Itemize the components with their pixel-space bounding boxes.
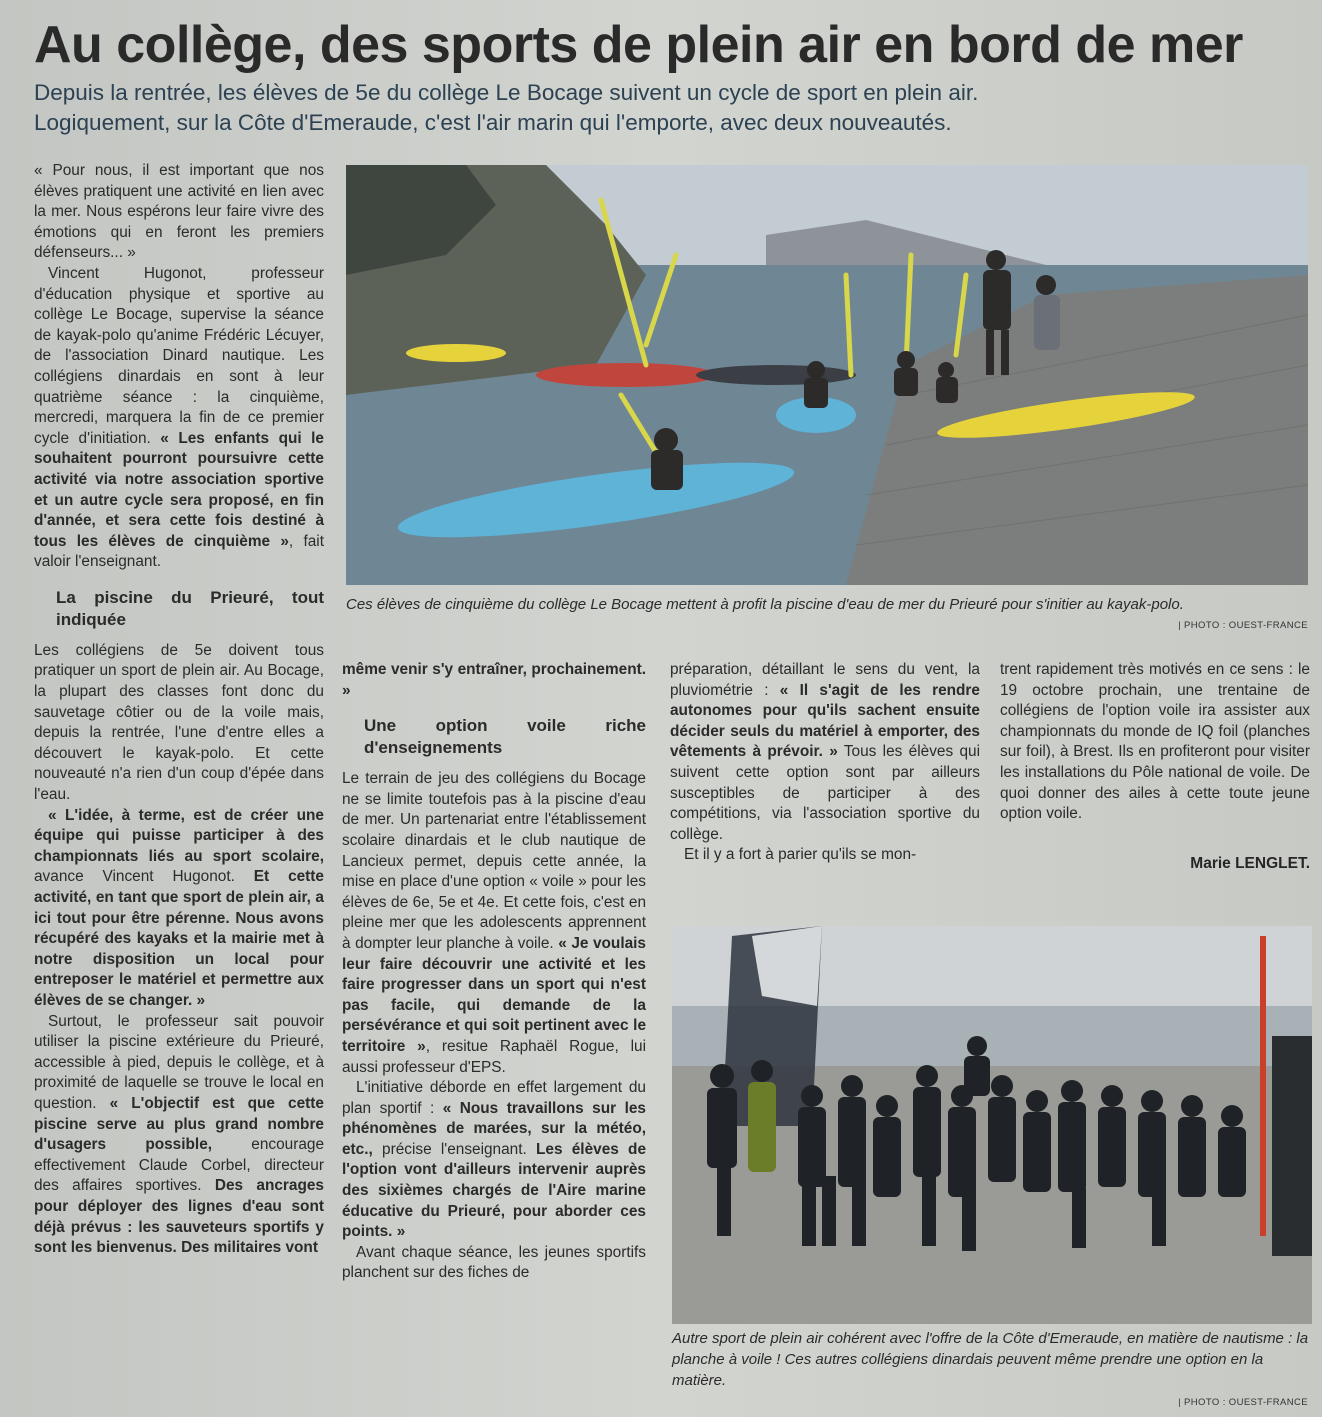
quote-run: « Je voulais leur faire découvrir une activité et les faire progresser dans un sport qui n'est pas facile, qui demande de la persévérance et qui soit pertinent avec le territoire » [342,934,646,1055]
paragraph-motives: trent rapidement très motivés en ce sens : le 19 octobre prochain, une trentaine de collégiens de l'option voile ira assister aux championnats du monde de IQ foil (planches sur foil), à Brest. Ils en profiteront pour visiter les installations du Pôle national de voile. De quoi donner des ailes à cette toute jeune option voile. [1000,661,1310,823]
article-column-4 [1000,660,1310,825]
standfirst-line-1: Depuis la rentrée, les élèves de 5e du collège Le Bocage suivent un cycle de sport en plein air. [34,80,979,105]
text-run: Surtout, le professeur sait pouvoir utiliser la piscine extérieure du Prieuré, accessible à pied, depuis le collège, et à proximité de laquelle se trouve le local en question. [34,1012,324,1112]
windsurf-photo-illustration [672,926,1312,1324]
quote-run: « Nous travaillons sur les phénomènes de marées, sur la météo, etc., [342,1099,646,1158]
text-run: Vincent Hugonot, professeur d'éducation physique et sportive au collège Le Bocage, supervise la séance de kayak-polo qu'anime Frédéric Lécuyer, de l'association Dinard nautique. Les collégiens dinardais en sont à leur quatrième séance : la cinquième, mercredi, marquera la fin de ce premier cycle d'initiation. [34,264,324,447]
quote-run: Les élèves de l'option vont d'ailleurs intervenir auprès des sixièmes chargés de l'Aire marine éducative du Prieuré, pour aborder ces points. » [342,1140,647,1241]
quote-run: même venir s'y entraîner, prochainement. » [342,661,646,699]
subheading-piscine: La piscine du Prieuré, tout indiquée [56,587,324,629]
paragraph-initiative [342,1078,646,1243]
paragraph-hugonot [34,264,324,573]
paragraph-terrain [342,769,646,1078]
article-column-3 [670,660,980,866]
quote-run: « L'idée, à terme, est de créer une équipe qui puisse participer à des championnats liés au sport scolaire, [34,806,324,865]
kayak-photo-illustration [346,165,1308,585]
text-run: avance Vincent Hugonot. [34,868,254,886]
photo-credit-2: | PHOTO : OUEST-FRANCE [1178,1397,1308,1408]
caption-photo-1: Ces élèves de cinquième du collège Le Bocage mettent à profit la piscine d'eau de mer du Prieuré pour s'initier au kayak-polo. [346,596,1184,613]
author-signature: Marie LENGLET. [1190,855,1310,872]
paragraph-quote-intro: « Pour nous, il est important que nos élèves pratiquent une activité en lien avec la mer. Nous espérons leur faire vivre des émotions qui en feront les premiers défenseurs... » [34,162,324,262]
article-column-2 [342,660,646,1284]
paragraph-preparation [670,660,980,845]
text-run: encourage effectivement Claude Corbel, directeur des affaires sportives. [34,1136,324,1195]
headline: Au collège, des sports de plein air en bord de mer [34,16,1243,74]
text-run: L'initiative déborde en effet largement du plan sportif : [342,1079,646,1117]
quote-run: Et cette activité, en tant que sport de plein air, a ici tout pour être pérenne. Nous avons récupéré des kayaks et la mairie met à notre disposition un local pour entreposer le matériel et permettre aux élèves de se changer. » [34,868,324,1009]
standfirst-line-2: Logiquement, sur la Côte d'Emeraude, c'est l'air marin qui l'emporte, avec deux nouveautés. [34,110,952,135]
quote-run: « L'objectif est que cette piscine serve au plus grand nombre d'usagers possible, [34,1094,324,1154]
article-column-1 [34,161,324,1259]
text-run: , resitue Raphaël Rogue, lui aussi professeur d'EPS. [342,1037,646,1076]
paragraph-collegiens: Les collégiens de 5e doivent tous pratiquer un sport de plein air. Au Bocage, la plupart des classes font donc du sauvetage côtier ou de la voile mais, depuis la rentrée, l'une d'entre elles a découvert le kayak-polo. Et cette nouveauté n'a rien d'un coup d'épée dans l'eau. [34,641,324,804]
quote-run: « Il s'agit de les rendre autonomes pour qu'ils sachent ensuite décider seuls du matériel à emporter, des vêtements à prévoir. » [670,681,980,761]
paragraph-surtout [34,1012,324,1259]
photo-credit-1: | PHOTO : OUEST-FRANCE [1178,620,1308,631]
text-run: préparation, détaillant le sens du vent, la pluviométrie : [670,661,980,699]
text-run: Le terrain de jeu des collégiens du Bocage ne se limite toutefois pas à la piscine d'eau de mer. Un partenariat entre l'établissement scolaire dinardais et le club nautique de Lancieux permet, depuis cette année, la mise en place d'une option « voile » pour les élèves de 6e, 5e et 4e. Et cette fois, c'est en pleine mer que les adolescents apprennent à dompter leur planche à voile. [342,770,646,952]
text-run: Tous les élèves qui suivent cette option sont par ailleurs susceptibles de participer à des compétitions, via l'association sportive du collège. [670,743,980,843]
quote-run: Des ancrages pour déployer des lignes d'eau sont déjà prévus : les sauveteurs sportifs y sont les bienvenus. Des militaires vont [34,1177,324,1257]
subheading-option-voile: Une option voile riche d'enseignements [364,716,646,758]
quote-run: « Les enfants qui le souhaitent pourront poursuivre cette activité via notre association sportive et un autre cycle sera proposé, en fin d'année, et sera cette fois destiné à tous les élèves de cinquième » [34,429,324,550]
paragraph-idee [34,806,324,1012]
standfirst [34,78,1304,138]
text-run: précise l'enseignant. [372,1140,537,1158]
text-run: , fait valoir l'enseignant. [34,532,324,571]
caption-photo-2: Autre sport de plein air cohérent avec l'offre de la Côte d'Emeraude, en matière de nautisme : la planche à voile ! Ces autres collégiens dinardais peuvent même prendre une option en la matière. [672,1330,1309,1389]
paragraph-avant: Avant chaque séance, les jeunes sportifs planchent sur des fiches de [342,1243,646,1282]
photo-kayak-polo [346,165,1308,585]
paragraph-continuation [342,660,646,701]
paragraph-fort: Et il y a fort à parier qu'ils se mon- [684,846,917,864]
photo-planche-a-voile [672,926,1312,1324]
